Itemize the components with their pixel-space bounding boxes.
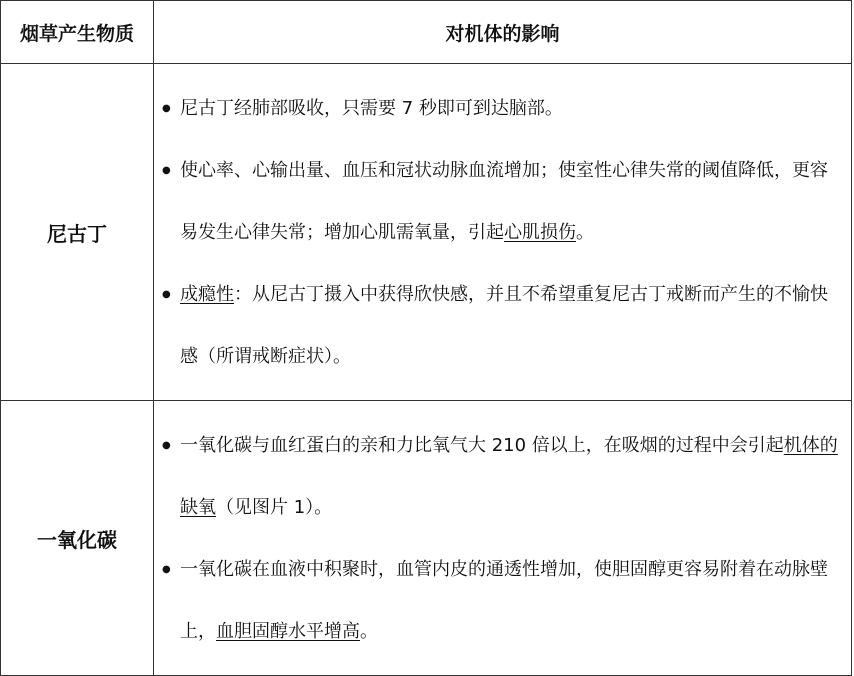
text-segment: （见图片 1）。 (216, 497, 333, 518)
text-segment: 一氧化碳与血红蛋白的亲和力比氧气大 210 倍以上，在吸烟的过程中会引起 (180, 435, 784, 456)
link-cholesterol[interactable]: 血胆固醇水平增高 (216, 621, 360, 642)
effects-list (162, 415, 841, 663)
text-segment: 。 (576, 222, 594, 243)
link-hypoxia[interactable]: 机体的缺氧 (180, 435, 838, 518)
table-row-nicotine (1, 64, 852, 401)
header-substance: 烟草产生物质 (1, 1, 154, 64)
effects-list (162, 78, 841, 388)
list-item (162, 415, 841, 539)
text-segment: 。 (360, 621, 378, 642)
text-segment: 一氧化碳在血液中积聚时，血管内皮的通透性增加，使胆固醇更容易附着在动脉壁上， (180, 559, 828, 642)
link-addiction[interactable]: 成瘾性 (180, 284, 234, 305)
header-row (1, 1, 852, 64)
list-item (162, 264, 841, 388)
list-item (162, 539, 841, 663)
list-item (162, 78, 841, 140)
text-segment: ：从尼古丁摄入中获得欣快感，并且不希望重复尼古丁戒断而产生的不愉快感（所谓戒断症状）。 (180, 284, 828, 367)
list-item (162, 140, 841, 264)
substance-cell: 尼古丁 (1, 64, 154, 401)
link-myocardial-injury[interactable]: 心肌损伤 (504, 222, 576, 243)
effects-cell (154, 401, 852, 676)
header-effect: 对机体的影响 (154, 1, 852, 64)
substance-cell: 一氧化碳 (1, 401, 154, 676)
text-segment: 使心率、心输出量、血压和冠状动脉血流增加；使室性心律失常的阈值降低，更容易发生心律失常；增加心肌需氧量，引起 (180, 160, 828, 243)
table-row-carbon-monoxide (1, 401, 852, 676)
effects-cell (154, 64, 852, 401)
text-segment: 尼古丁经肺部吸收，只需要 7 秒即可到达脑部。 (180, 98, 563, 119)
